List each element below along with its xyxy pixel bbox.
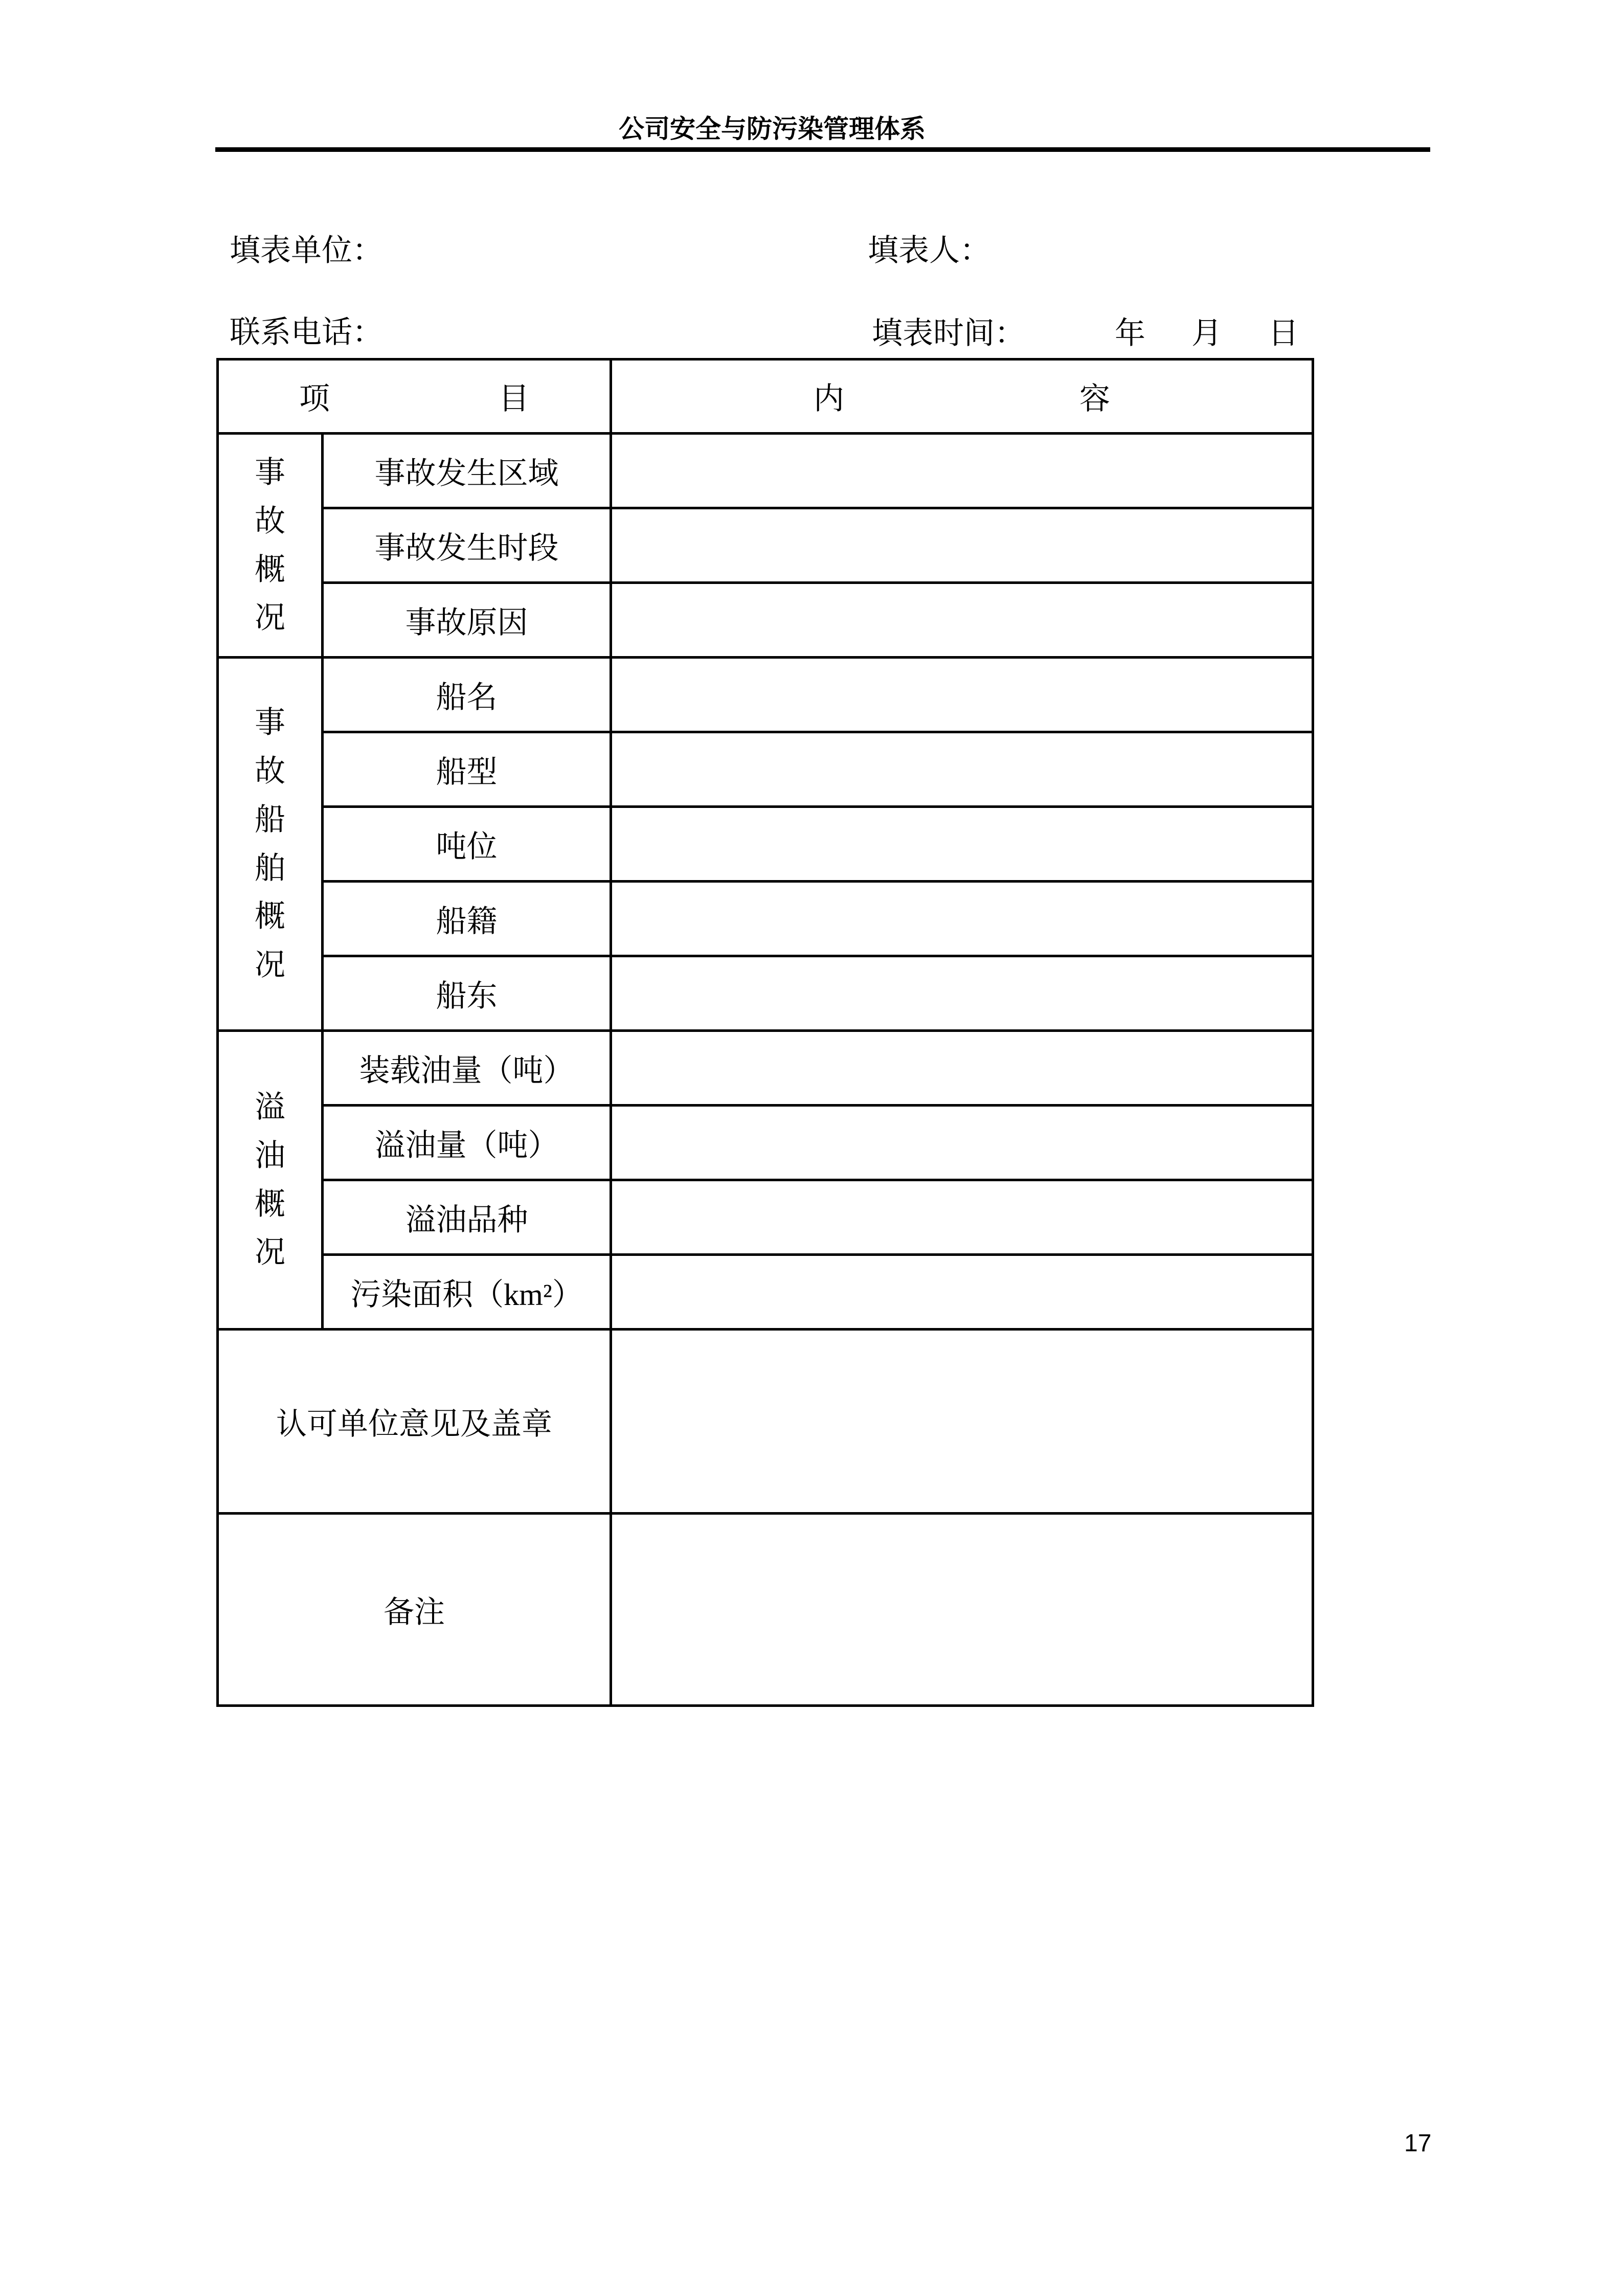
- content-cell-spilled-oil: [611, 1106, 1313, 1180]
- row-label-accident-area: 事故发生区域: [323, 434, 611, 508]
- row-label-ship-type: 船型: [323, 732, 611, 807]
- content-cell-ship-owner: [611, 956, 1313, 1031]
- content-column-header: [611, 359, 1313, 434]
- content-cell-ship-registry: [611, 882, 1313, 956]
- project-header-char: 项: [299, 382, 330, 416]
- content-cell-ship-type: [611, 732, 1313, 807]
- content-cell-accident-area: [611, 434, 1313, 508]
- form-unit-label: 填表单位：: [230, 234, 383, 267]
- group-label-ship-overview: 事故船舶概况: [218, 658, 323, 1031]
- content-cell-accident-cause: [611, 583, 1313, 658]
- table-row: [218, 1180, 1313, 1255]
- row-label-spilled-oil: 溢油量（吨）: [323, 1106, 611, 1180]
- content-header-char: 容: [1079, 382, 1110, 416]
- table-row: [218, 1106, 1313, 1180]
- content-cell-accident-time: [611, 508, 1313, 583]
- table-row: [218, 1031, 1313, 1106]
- row-label-accident-cause: 事故原因: [323, 583, 611, 658]
- year-label: 年: [1115, 317, 1145, 350]
- table-header-row: [218, 359, 1313, 434]
- table-row: [218, 508, 1313, 583]
- group-label-accident-overview: 事故概况: [218, 434, 323, 658]
- content-cell-pollution-area: [611, 1255, 1313, 1330]
- table-row: [218, 1255, 1313, 1330]
- content-cell-ship-name: [611, 658, 1313, 732]
- form-filler-label: 填表人：: [868, 234, 990, 267]
- content-cell-remarks: [611, 1514, 1313, 1706]
- page-number: 17: [1404, 2130, 1432, 2157]
- fill-date-label: 填表时间：: [872, 317, 1025, 350]
- date-year-month-day: [1115, 318, 1299, 349]
- table-row: [218, 956, 1313, 1031]
- row-label-loaded-oil: 装载油量（吨）: [323, 1031, 611, 1106]
- header-divider: [215, 147, 1430, 152]
- row-label-ship-owner: 船东: [323, 956, 611, 1031]
- row-label-remarks: 备注: [218, 1514, 611, 1706]
- table-row: [218, 1514, 1313, 1706]
- month-label: 月: [1191, 317, 1222, 350]
- content-cell-oil-variety: [611, 1180, 1313, 1255]
- page-title: 公司安全与防污染管理体系: [619, 115, 926, 143]
- table-row: [218, 1330, 1313, 1514]
- table-row: [218, 882, 1313, 956]
- day-label: 日: [1268, 317, 1299, 350]
- table-row: [218, 807, 1313, 882]
- row-label-ship-registry: 船籍: [323, 882, 611, 956]
- row-label-ship-name: 船名: [323, 658, 611, 732]
- table-row: [218, 583, 1313, 658]
- project-column-header: [218, 359, 611, 434]
- project-header-char: 目: [499, 382, 529, 416]
- table-row: [218, 434, 1313, 508]
- row-label-approval-opinion-seal: 认可单位意见及盖章: [218, 1330, 611, 1514]
- content-cell-tonnage: [611, 807, 1313, 882]
- content-header-char: 内: [814, 382, 844, 416]
- content-cell-approval-opinion-seal: [611, 1330, 1313, 1514]
- report-form-table: [216, 358, 1314, 1707]
- row-label-oil-variety: 溢油品种: [323, 1180, 611, 1255]
- table-row: [218, 732, 1313, 807]
- group-label-oil-spill-overview: 溢油概况: [218, 1031, 323, 1330]
- contact-phone-label: 联系电话：: [230, 316, 383, 349]
- row-label-pollution-area: 污染面积（km²）: [323, 1255, 611, 1330]
- table-row: [218, 658, 1313, 732]
- row-label-tonnage: 吨位: [323, 807, 611, 882]
- content-cell-loaded-oil: [611, 1031, 1313, 1106]
- row-label-accident-time: 事故发生时段: [323, 508, 611, 583]
